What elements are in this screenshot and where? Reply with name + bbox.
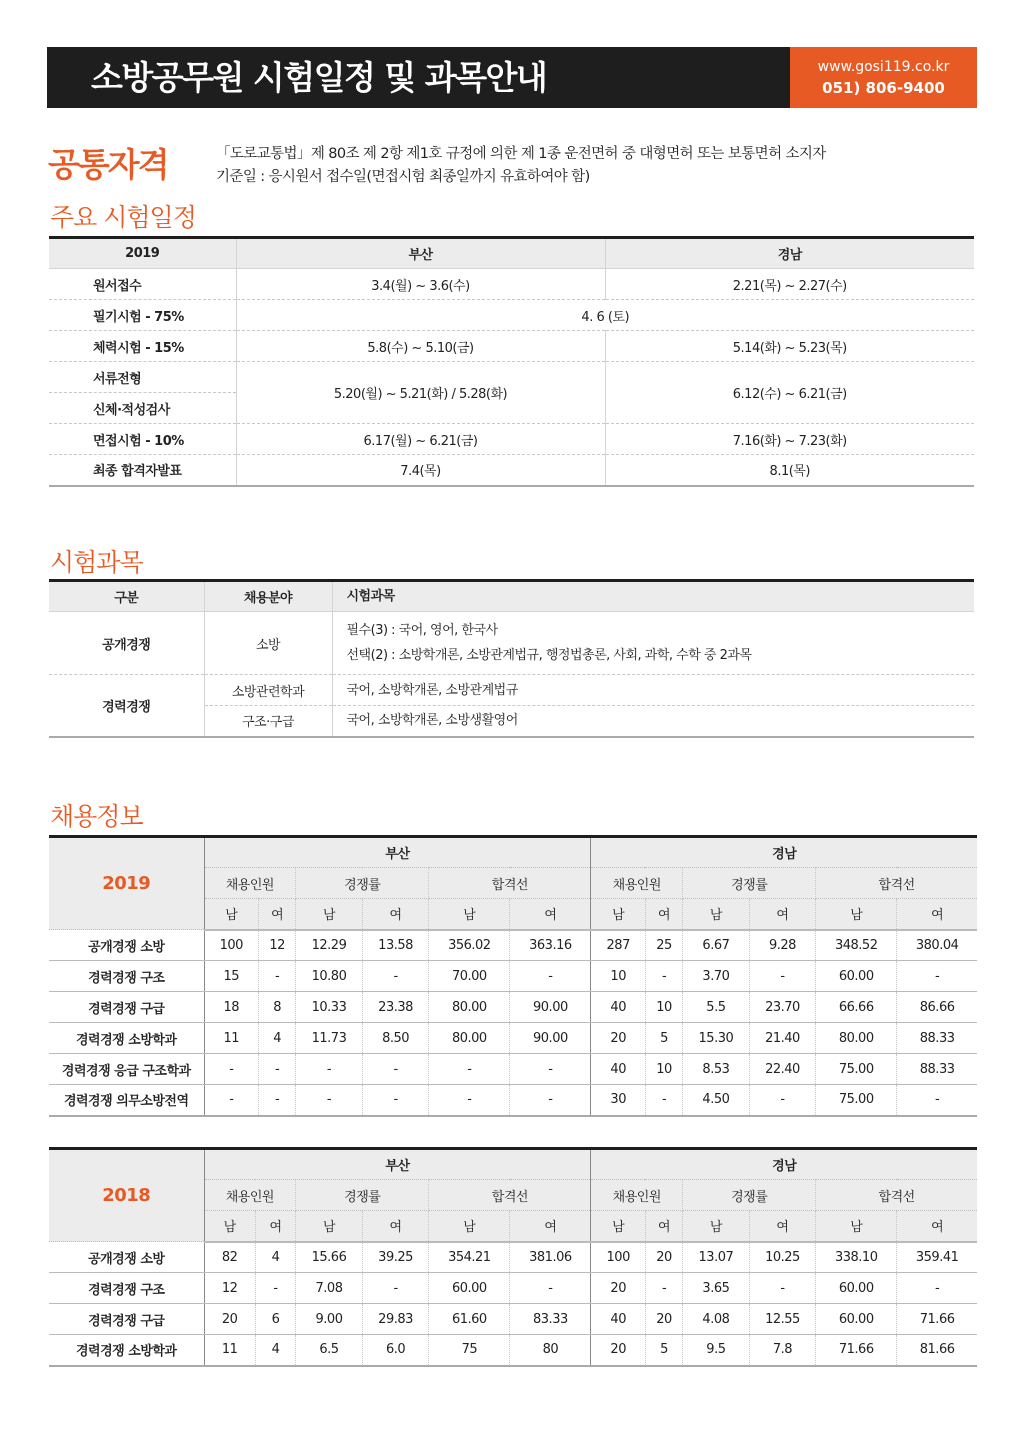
data-cell: 9.00 [296,1304,363,1335]
row-label: 공개경쟁 소방 [49,1242,204,1273]
data-cell: - [749,1273,816,1304]
gender-header: 여 [255,1211,295,1242]
table-row [49,1273,977,1304]
table-row [49,424,974,455]
group-header: 경쟁률 [683,1180,816,1211]
qualification-line-1: 「도로교통법」제 80조 제 2항 제1호 규정에 의한 제 1종 운전면허 중 대형면허 또는 보통면허 소지자 [216,146,826,162]
gender-header: 여 [259,899,296,930]
data-cell: 363.16 [510,930,591,961]
data-cell: 4.50 [683,1085,750,1116]
recruitment-section-title: 채용정보 [50,802,143,831]
data-cell: 381.06 [510,1242,591,1273]
field: 구조·구급 [204,706,332,737]
data-cell: - [645,1085,682,1116]
gyeongnam-date: 5.14(화) ~ 5.23(목) [605,331,974,362]
data-cell: 15.30 [683,1023,750,1054]
subjects-cell: 국어, 소방학개론, 소방생활영어 [332,706,974,737]
data-cell: 20 [591,1273,646,1304]
data-cell: 15.66 [296,1242,363,1273]
data-cell: - [897,961,977,992]
data-cell: 71.66 [897,1304,977,1335]
category-career: 경력경쟁 [102,699,151,715]
gender-header: 남 [816,1211,897,1242]
data-cell: 8.53 [683,1054,750,1085]
table-row [49,1085,977,1116]
field: 소방관련학과 [204,675,332,706]
table-row [49,1335,977,1366]
data-cell: 4 [255,1242,295,1273]
data-cell: 88.33 [897,1054,977,1085]
data-cell: - [362,961,429,992]
gender-header: 여 [749,1211,816,1242]
data-cell: 6.67 [683,930,750,961]
year-label: 2018 [49,1149,204,1242]
data-cell: 40 [591,992,646,1023]
gender-header: 남 [204,1211,255,1242]
row-label: 경력경쟁 의무소방전역 [49,1085,204,1116]
group-header: 합격선 [429,1180,591,1211]
gender-header: 여 [645,899,682,930]
busan-date: 5.20(월) ~ 5.21(화) / 5.28(화) [236,362,605,424]
data-cell: - [645,961,682,992]
exam-schedule-table [49,236,974,487]
data-cell: 18 [204,992,259,1023]
table-row [49,1304,977,1335]
data-cell: 21.40 [749,1023,816,1054]
data-cell: 29.83 [362,1304,429,1335]
subjects-cell [332,612,974,675]
data-cell: 11.73 [296,1023,363,1054]
qualification-line-2: 기준일 : 응시원서 접수일(면접시험 최종일까지 유효하여야 함) [216,169,590,185]
row-label: 경력경쟁 구급 [49,1304,204,1335]
data-cell: 100 [204,930,259,961]
gender-header: 여 [362,899,429,930]
data-cell: 100 [591,1242,646,1273]
data-cell: - [362,1085,429,1116]
data-cell: 348.52 [816,930,897,961]
table-row [49,362,974,393]
recruitment-table-2018 [49,1147,977,1367]
data-cell: 13.07 [683,1242,750,1273]
data-cell: - [749,961,816,992]
gyeongnam-date: 6.12(수) ~ 6.21(금) [605,362,974,424]
header-busan: 부산 [236,238,605,269]
elective-subjects: 선택(2) : 소방학개론, 소방관계법규, 행정법총론, 사회, 과학, 수학 중 2과목 [346,648,752,663]
data-cell: 30 [591,1085,646,1116]
data-cell: 6.0 [362,1335,429,1366]
data-cell: - [645,1273,682,1304]
data-cell: 81.66 [919,1342,955,1358]
row-label: 신체·적성검사 [49,393,236,424]
table-row [49,1023,977,1054]
gender-header: 여 [510,899,591,930]
gender-header: 남 [683,1211,750,1242]
table-row [49,1054,977,1085]
group-header: 채용인원 [591,868,683,899]
data-cell: 13.58 [362,930,429,961]
region-busan: 부산 [204,837,591,868]
gyeongnam-date: 2.21(목) ~ 2.27(수) [605,269,974,300]
website-url[interactable]: www.gosi119.co.kr [817,58,950,75]
gender-header: 남 [591,1211,646,1242]
data-cell: 12 [204,1273,255,1304]
data-cell: 9.5 [683,1335,750,1366]
data-cell: 90.00 [510,992,591,1023]
row-label: 필기시험 - 75% [49,300,236,331]
data-cell: - [296,1054,363,1085]
data-cell: 5.5 [683,992,750,1023]
subjects-cell: 국어, 소방학개론, 소방관계법규 [332,675,974,706]
data-cell: 4 [259,1023,296,1054]
data-cell: 83.33 [510,1304,591,1335]
row-label: 경력경쟁 소방학과 [49,1335,204,1366]
common-date: 4. 6 (토) [236,300,974,331]
data-cell: 12.29 [296,930,363,961]
data-cell: 8 [259,992,296,1023]
data-cell: 80 [510,1335,591,1366]
group-header: 합격선 [429,868,591,899]
gender-header: 여 [749,899,816,930]
data-cell: 86.66 [897,992,977,1023]
gender-header: 남 [204,899,259,930]
data-cell: - [429,1054,510,1085]
data-cell: 6 [255,1304,295,1335]
data-cell: 4.08 [683,1304,750,1335]
data-cell: 75.00 [816,1054,897,1085]
data-cell: 356.02 [429,930,510,961]
data-cell: 88.33 [897,1023,977,1054]
row-label: 면접시험 - 10% [49,424,236,455]
contact-box [790,47,977,108]
data-cell: 359.41 [897,1242,977,1273]
data-cell: 20 [591,1335,646,1366]
data-cell: 3.70 [683,961,750,992]
required-subjects: 필수(3) : 국어, 영어, 한국사 [346,623,498,638]
common-qualification [48,143,826,189]
gender-header: 여 [897,899,977,930]
row-label: 서류전형 [49,362,236,393]
data-cell: 10 [645,992,682,1023]
data-cell: 10.33 [296,992,363,1023]
data-cell: 82 [204,1242,255,1273]
data-cell: 5 [645,1335,682,1366]
header-year: 2019 [49,238,236,269]
data-cell: 80.00 [429,992,510,1023]
data-cell: - [510,1085,591,1116]
header-field: 채용분야 [204,581,332,612]
data-cell: 354.21 [429,1242,510,1273]
row-label: 최종 합격자발표 [93,464,182,480]
header-subjects: 시험과목 [332,581,974,612]
subjects-section-title: 시험과목 [50,548,143,577]
data-cell: 90.00 [510,1023,591,1054]
data-cell: - [362,1054,429,1085]
data-cell: - [259,1054,296,1085]
data-cell: - [296,1085,363,1116]
data-cell: 60.00 [816,1273,897,1304]
data-cell: 20 [204,1304,255,1335]
gender-header: 남 [429,899,510,930]
data-cell: 60.00 [429,1273,510,1304]
data-cell: 338.10 [816,1242,897,1273]
gyeongnam-date: 7.16(화) ~ 7.23(화) [605,424,974,455]
data-cell: - [259,1085,296,1116]
data-cell: 12 [259,930,296,961]
row-label: 경력경쟁 구조 [49,961,204,992]
row-label: 경력경쟁 소방학과 [49,1023,204,1054]
group-header: 채용인원 [204,868,296,899]
group-header: 경쟁률 [296,1180,429,1211]
header-gyeongnam: 경남 [605,238,974,269]
data-cell: 10.80 [296,961,363,992]
data-cell: 20 [645,1304,682,1335]
qualification-title: 공통자격 [48,145,168,184]
data-cell: - [510,961,591,992]
region-gyeongnam: 경남 [591,837,977,868]
table-row [49,961,977,992]
data-cell: 80.00 [429,1023,510,1054]
exam-subjects-table [49,579,974,738]
row-label: 경력경쟁 구급 [49,992,204,1023]
data-cell: 380.04 [897,930,977,961]
data-cell: - [749,1085,816,1116]
row-label: 경력경쟁 응급 구조학과 [49,1054,204,1085]
data-cell: 80.00 [816,1023,897,1054]
data-cell: 10 [591,961,646,992]
gender-header: 여 [510,1211,591,1242]
busan-date: 5.8(수) ~ 5.10(금) [236,331,605,362]
region-busan: 부산 [204,1149,591,1180]
table-row [49,331,974,362]
data-cell: 11 [204,1023,259,1054]
group-header: 경쟁률 [296,868,429,899]
data-cell: 23.38 [362,992,429,1023]
data-cell: - [897,1273,977,1304]
data-cell: 8.50 [362,1023,429,1054]
data-cell: 20 [645,1242,682,1273]
data-cell: 70.00 [429,961,510,992]
data-cell: 9.28 [749,930,816,961]
schedule-section-title: 주요 시험일정 [50,203,196,232]
data-cell: 20 [591,1023,646,1054]
year-label: 2019 [49,837,204,930]
data-cell: - [935,1092,940,1108]
data-cell: 5 [645,1023,682,1054]
data-cell: 22.40 [749,1054,816,1085]
header-category: 구분 [49,581,204,612]
data-cell: 7.08 [296,1273,363,1304]
group-header: 합격선 [816,868,977,899]
data-cell: 40 [591,1054,646,1085]
data-cell: 3.65 [683,1273,750,1304]
row-label: 체력시험 - 15% [49,331,236,362]
data-cell: - [510,1273,591,1304]
data-cell: 60.00 [816,961,897,992]
phone-number: 051) 806-9400 [822,78,945,97]
busan-date: 7.4(목) [236,455,605,486]
table-row [49,269,974,300]
busan-date: 6.17(월) ~ 6.21(금) [236,424,605,455]
data-cell: 66.66 [816,992,897,1023]
table-row [49,675,974,706]
gender-header: 남 [296,1211,363,1242]
data-cell: 60.00 [816,1304,897,1335]
group-header: 채용인원 [204,1180,296,1211]
data-cell: 10.25 [749,1242,816,1273]
data-cell: 287 [591,930,646,961]
gender-header: 남 [429,1211,510,1242]
data-cell: 39.25 [362,1242,429,1273]
busan-date: 3.4(월) ~ 3.6(수) [236,269,605,300]
gender-header: 여 [645,1211,682,1242]
gender-header: 남 [296,899,363,930]
group-header: 채용인원 [591,1180,683,1211]
data-cell: - [204,1085,259,1116]
data-cell: 6.5 [296,1335,363,1366]
data-cell: 15 [204,961,259,992]
field: 소방 [204,612,332,675]
table-row [49,930,977,961]
data-cell: - [362,1273,429,1304]
recruitment-table-2019 [49,835,977,1117]
data-cell: 4 [255,1335,295,1366]
row-label: 경력경쟁 구조 [49,1273,204,1304]
data-cell: 12.55 [749,1304,816,1335]
data-cell: 75 [429,1335,510,1366]
gender-header: 여 [897,1211,977,1242]
gender-header: 남 [591,899,646,930]
table-row [49,1242,977,1273]
table-row [49,612,974,675]
data-cell: - [510,1054,591,1085]
data-cell: 61.60 [429,1304,510,1335]
data-cell: - [204,1054,259,1085]
data-cell: 71.66 [816,1335,897,1366]
table-row [49,992,977,1023]
gender-header: 남 [816,899,897,930]
data-cell: 40 [591,1304,646,1335]
region-gyeongnam: 경남 [591,1149,977,1180]
row-label: 공개경쟁 소방 [49,930,204,961]
data-cell: - [259,961,296,992]
table-row [49,455,974,486]
table-row [49,300,974,331]
data-cell: 75.00 [816,1085,897,1116]
category-open: 공개경쟁 [49,612,204,675]
group-header: 경쟁률 [683,868,816,899]
data-cell: 25 [645,930,682,961]
gyeongnam-date: 8.1(목) [605,455,974,486]
row-label: 원서접수 [49,269,236,300]
data-cell: 10 [645,1054,682,1085]
page-title: 소방공무원 시험일정 및 과목안내 [91,58,547,97]
data-cell: 7.8 [749,1335,816,1366]
data-cell: 11 [204,1335,255,1366]
data-cell: - [255,1273,295,1304]
data-cell: 23.70 [749,992,816,1023]
page-header [47,47,977,108]
group-header: 합격선 [816,1180,977,1211]
data-cell: - [429,1085,510,1116]
gender-header: 남 [683,899,750,930]
gender-header: 여 [362,1211,429,1242]
